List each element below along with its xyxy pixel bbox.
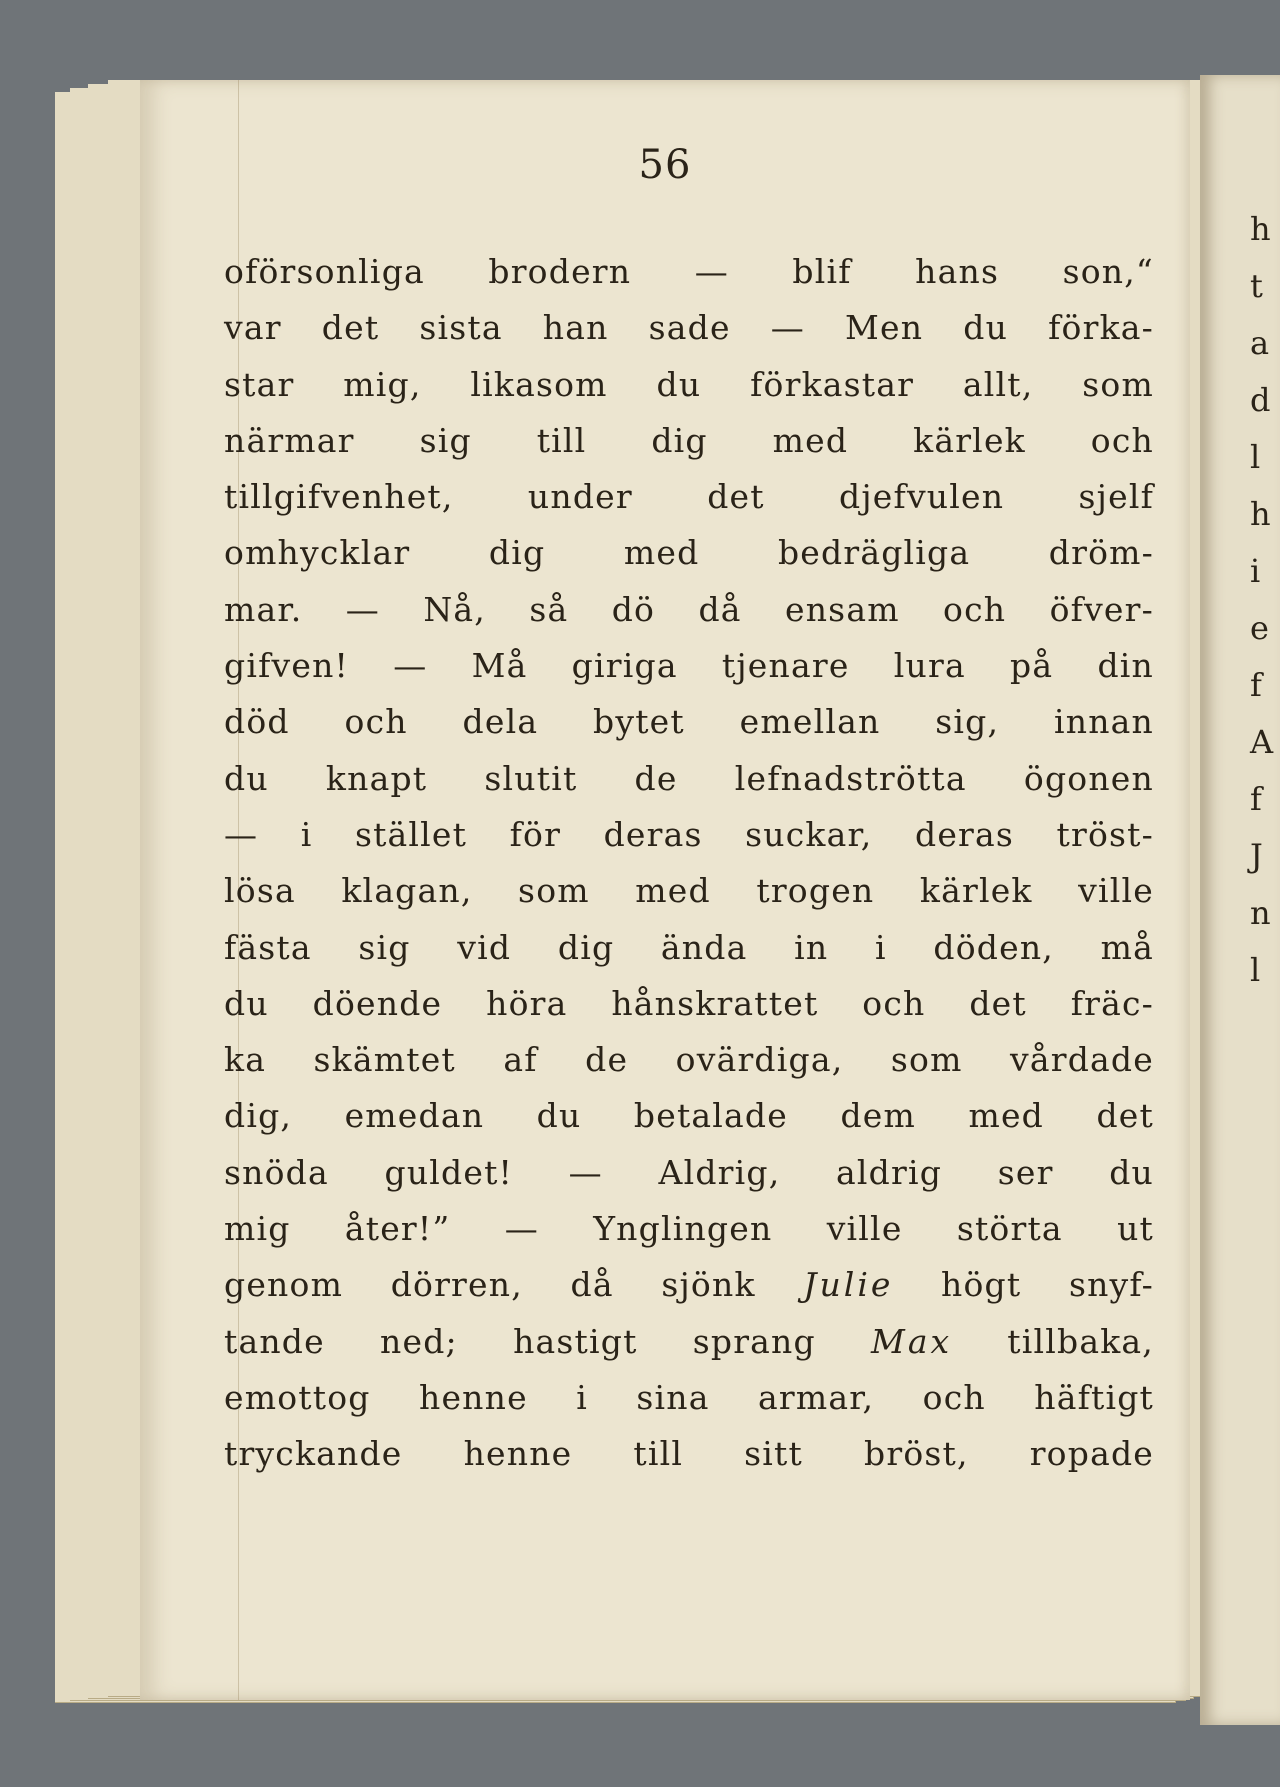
facing-page-fragment: f — [1250, 666, 1262, 704]
facing-page-fragment: n — [1250, 894, 1271, 932]
text-line: tryckande henne till sitt bröst, ropade — [224, 1434, 1154, 1474]
text-line: emottog henne i sina armar, och häftigt — [224, 1377, 1154, 1417]
text-segment: genom dörren, då sjönk — [224, 1265, 804, 1305]
facing-page-fragment: l — [1250, 438, 1261, 476]
facing-page-fragment: e — [1250, 609, 1269, 647]
text-segment: tillbaka, — [952, 1321, 1154, 1361]
text-line: död och dela bytet emellan sig, innan — [224, 702, 1154, 742]
text-line: du knapt slutit de lefnadströtta ögonen — [224, 758, 1154, 798]
text-line: var det sista han sade — Men du förka- — [224, 308, 1154, 348]
text-line: fästa sig vid dig ända in i döden, må — [224, 927, 1154, 967]
text-segment: högt snyf- — [893, 1265, 1154, 1305]
text-line: närmar sig till dig med kärlek och — [224, 420, 1154, 460]
text-line: gifven! — Må giriga tjenare lura på din — [224, 646, 1154, 686]
character-name-max: Max — [871, 1321, 953, 1361]
text-line: omhycklar dig med bedrägliga dröm- — [224, 533, 1154, 573]
text-line: snöda guldet! — Aldrig, aldrig ser du — [224, 1152, 1154, 1192]
body-text — [224, 244, 1154, 1483]
text-line: mig åter!” — Ynglingen ville störta ut — [224, 1209, 1154, 1249]
page-number: 56 — [638, 142, 692, 188]
facing-page-fragment: i — [1250, 552, 1261, 590]
text-line: star mig, likasom du förkastar allt, som — [224, 364, 1154, 404]
facing-page-fragment: d — [1250, 381, 1271, 419]
facing-page-fragment: t — [1250, 267, 1263, 305]
text-line: ka skämtet af de ovärdiga, som vårdade — [224, 1040, 1154, 1080]
text-segment: tande ned; hastigt sprang — [224, 1321, 872, 1361]
facing-page-fragment: J — [1250, 837, 1263, 875]
facing-page-fragment: l — [1250, 951, 1261, 989]
facing-page-fragment: h — [1250, 495, 1271, 533]
text-line: dig, emedan du betalade dem med det — [224, 1096, 1154, 1136]
facing-page-fragment: f — [1250, 780, 1262, 818]
text-line: du döende höra hånskrattet och det fräc- — [224, 983, 1154, 1023]
text-line — [224, 1257, 1154, 1313]
facing-page-fragment: a — [1250, 324, 1270, 362]
text-line: — i stället för deras suckar, deras tröst- — [224, 814, 1154, 854]
text-line — [224, 1314, 1154, 1370]
facing-page-fragment: h — [1250, 210, 1271, 248]
facing-page-fragment: A — [1250, 723, 1274, 761]
character-name-julie: Julie — [803, 1265, 894, 1305]
text-line: oförsonliga brodern — blif hans son,“ — [224, 252, 1154, 291]
text-line: mar. — Nå, så dö då ensam och öfver- — [224, 589, 1154, 629]
text-line: lösa klagan, som med trogen kärlek ville — [224, 871, 1154, 911]
text-line: tillgifvenhet, under det djefvulen sjelf — [224, 477, 1154, 517]
